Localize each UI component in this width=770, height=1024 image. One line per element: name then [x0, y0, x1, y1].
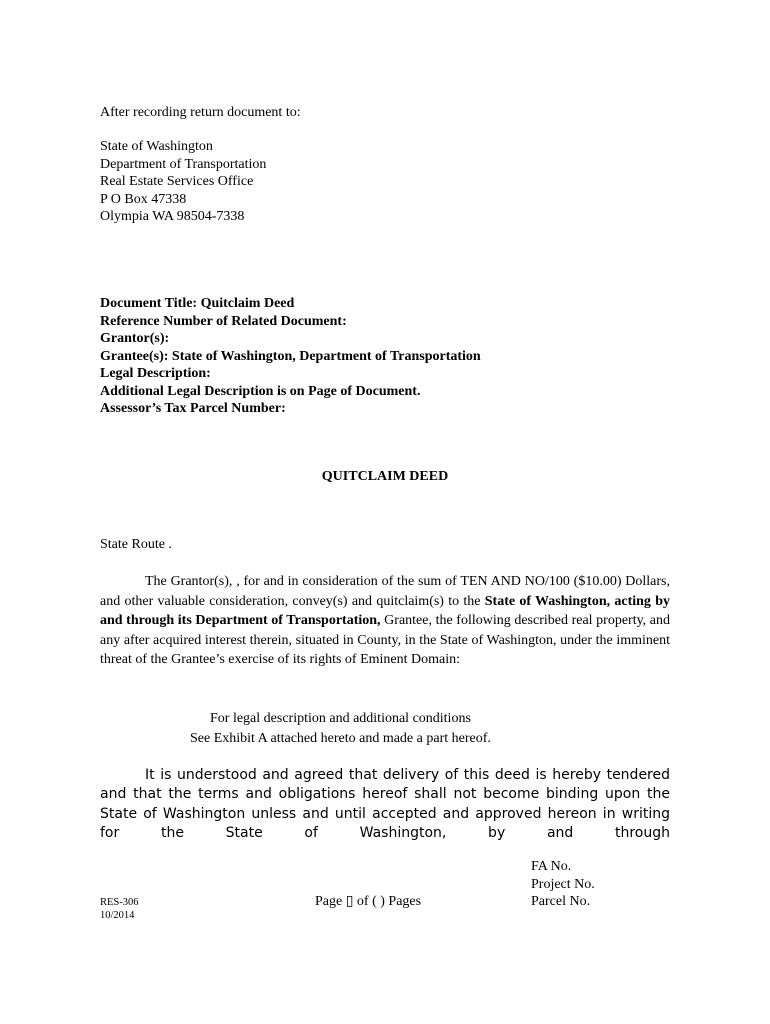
page-counter: Page ▯ of ( ) Pages: [315, 894, 422, 909]
project-number-label: Project No.: [531, 876, 595, 892]
grantor-paragraph-text-1: The Grantor(s), , for and in consideration of the sum of TEN AND NO/100 ($10.00) Dollars, and other valuable consideration, convey(s) and quitclaim(s) to the: [100, 574, 670, 609]
exhibit-note-line-2: See Exhibit A attached hereto and made a part hereof.: [190, 731, 491, 746]
grantee-name-bold: State of Washington, acting by and through its Department of Transportation,: [100, 593, 670, 628]
grantor-paragraph-text-2: Grantee, the following described real property, and any after acquired interest therein, situated in County, in the State of Washington, under the imminent threat of the Grantee’s exercise of its rights of Eminent Domain:: [100, 613, 671, 667]
address-line-4: P O Box 47338: [100, 191, 187, 207]
recording-header-fields: [100, 295, 481, 418]
reference-number-field: Reference Number of Related Document:: [100, 313, 347, 329]
document-title-field: Document Title: Quitclaim Deed: [100, 296, 295, 311]
address-line-3: Real Estate Services Office: [100, 174, 254, 189]
legal-description-field: Legal Description:: [100, 366, 211, 381]
return-address: [100, 138, 266, 226]
form-code: RES-306: [100, 897, 139, 908]
form-date: 10/2014: [100, 910, 135, 921]
form-code-block: [100, 896, 139, 922]
project-reference-block: [531, 858, 595, 911]
additional-legal-field: Additional Legal Description is on Page of Document.: [100, 383, 421, 399]
return-instructions: [100, 104, 301, 122]
parcel-number-label: Parcel No.: [531, 894, 591, 909]
address-line-2: Department of Transportation: [100, 156, 267, 172]
address-line-5: Olympia WA 98504-7338: [100, 209, 245, 224]
delivery-paragraph: It is understood and agreed that delivery of this deed is hereby tendered and that the terms and obligations hereof shall not become binding upon the State of Washington unless and until accepted and approved hereon in writing for the State of Washington, by and through: [100, 767, 670, 842]
fa-number-label: FA No.: [531, 859, 572, 874]
return-label: After recording return document to:: [100, 105, 301, 120]
grantors-field: Grantor(s):: [100, 331, 170, 346]
grantees-field: Grantee(s): State of Washington, Department of Transportation: [100, 348, 481, 364]
deed-title: QUITCLAIM DEED: [321, 469, 449, 484]
exhibit-note-line-1: For legal description and additional conditions: [210, 711, 471, 726]
assessor-parcel-field: Assessor’s Tax Parcel Number:: [100, 401, 286, 416]
address-line-1: State of Washington: [100, 139, 213, 154]
state-route: State Route .: [100, 537, 172, 552]
exhibit-note: [0, 709, 770, 749]
grantor-paragraph: [100, 572, 670, 670]
